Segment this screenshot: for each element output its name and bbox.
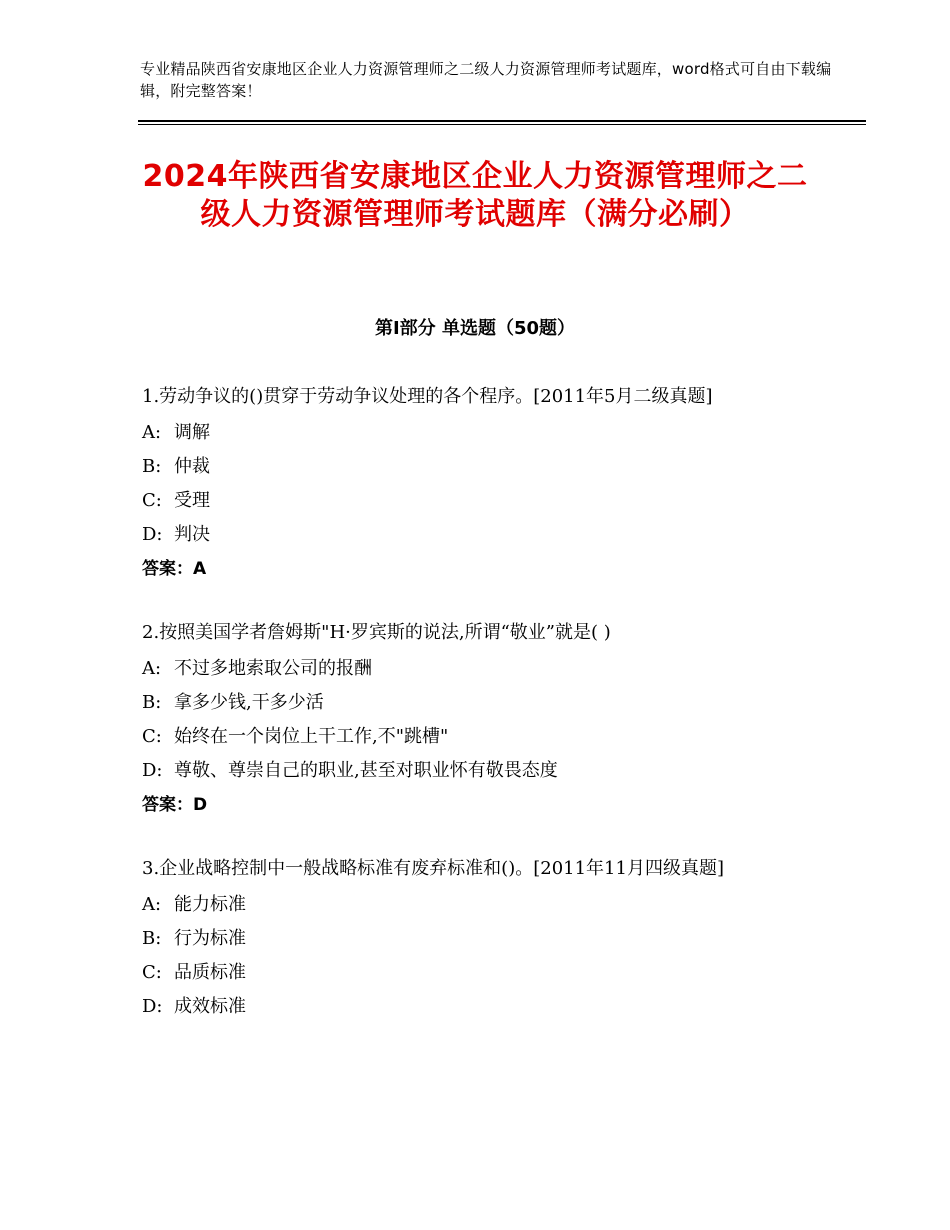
- question-2: [142, 618, 810, 822]
- option-letter: D:: [142, 996, 163, 1017]
- option-text: 成效标准: [174, 996, 246, 1017]
- option-text: 判决: [174, 524, 210, 545]
- question-list: [142, 382, 810, 1056]
- option-a: [142, 416, 810, 450]
- option-b: [142, 922, 810, 956]
- option-letter: A:: [142, 658, 162, 679]
- option-letter: B:: [142, 692, 162, 713]
- answer-line: 答案：D: [142, 795, 208, 815]
- option-letter: B:: [142, 456, 162, 477]
- question-1: [142, 382, 810, 586]
- option-text: 能力标准: [174, 894, 246, 915]
- option-d: [142, 754, 810, 788]
- header-rule-thick: [138, 120, 866, 122]
- option-text: 不过多地索取公司的报酬: [174, 658, 372, 679]
- option-c: [142, 956, 810, 990]
- option-letter: D:: [142, 524, 163, 545]
- option-text: 拿多少钱,干多少活: [174, 692, 324, 713]
- option-b: [142, 450, 810, 484]
- header-note: 专业精品陕西省安康地区企业人力资源管理师之二级人力资源管理师考试题库，word格式可自由下载编辑，附完整答案！: [140, 60, 832, 100]
- option-b: [142, 686, 810, 720]
- option-letter: B:: [142, 928, 162, 949]
- option-letter: A:: [142, 894, 162, 915]
- option-d: [142, 518, 810, 552]
- question-stem: 2.按照美国学者詹姆斯"H·罗宾斯的说法,所谓“敬业”就是( ): [142, 622, 611, 643]
- answer-line: 答案：A: [142, 559, 207, 579]
- option-text: 品质标准: [174, 962, 246, 983]
- option-text: 始终在一个岗位上干工作,不"跳槽": [174, 726, 449, 747]
- section-heading: 第Ⅰ部分 单选题（50题）: [374, 318, 575, 339]
- option-text: 调解: [174, 422, 210, 443]
- option-text: 尊敬、尊崇自己的职业,甚至对职业怀有敬畏态度: [174, 760, 558, 781]
- question-3: [142, 854, 810, 1024]
- option-d: [142, 990, 810, 1024]
- question-stem: 3.企业战略控制中一般战略标准有废弃标准和()。[2011年11月四级真题]: [142, 858, 724, 879]
- option-letter: D:: [142, 760, 163, 781]
- option-letter: C:: [142, 962, 162, 983]
- option-a: [142, 888, 810, 922]
- option-letter: C:: [142, 726, 162, 747]
- option-letter: C:: [142, 490, 162, 511]
- option-letter: A:: [142, 422, 162, 443]
- option-c: [142, 484, 810, 518]
- option-text: 仲裁: [174, 456, 210, 477]
- document-title: 2024年陕西省安康地区企业人力资源管理师之二级人力资源管理师考试题库（满分必刷）: [142, 159, 808, 232]
- header-rule-thin: [138, 124, 866, 125]
- option-a: [142, 652, 810, 686]
- option-text: 行为标准: [174, 928, 246, 949]
- question-stem: 1.劳动争议的()贯穿于劳动争议处理的各个程序。[2011年5月二级真题]: [142, 386, 713, 407]
- option-c: [142, 720, 810, 754]
- option-text: 受理: [174, 490, 210, 511]
